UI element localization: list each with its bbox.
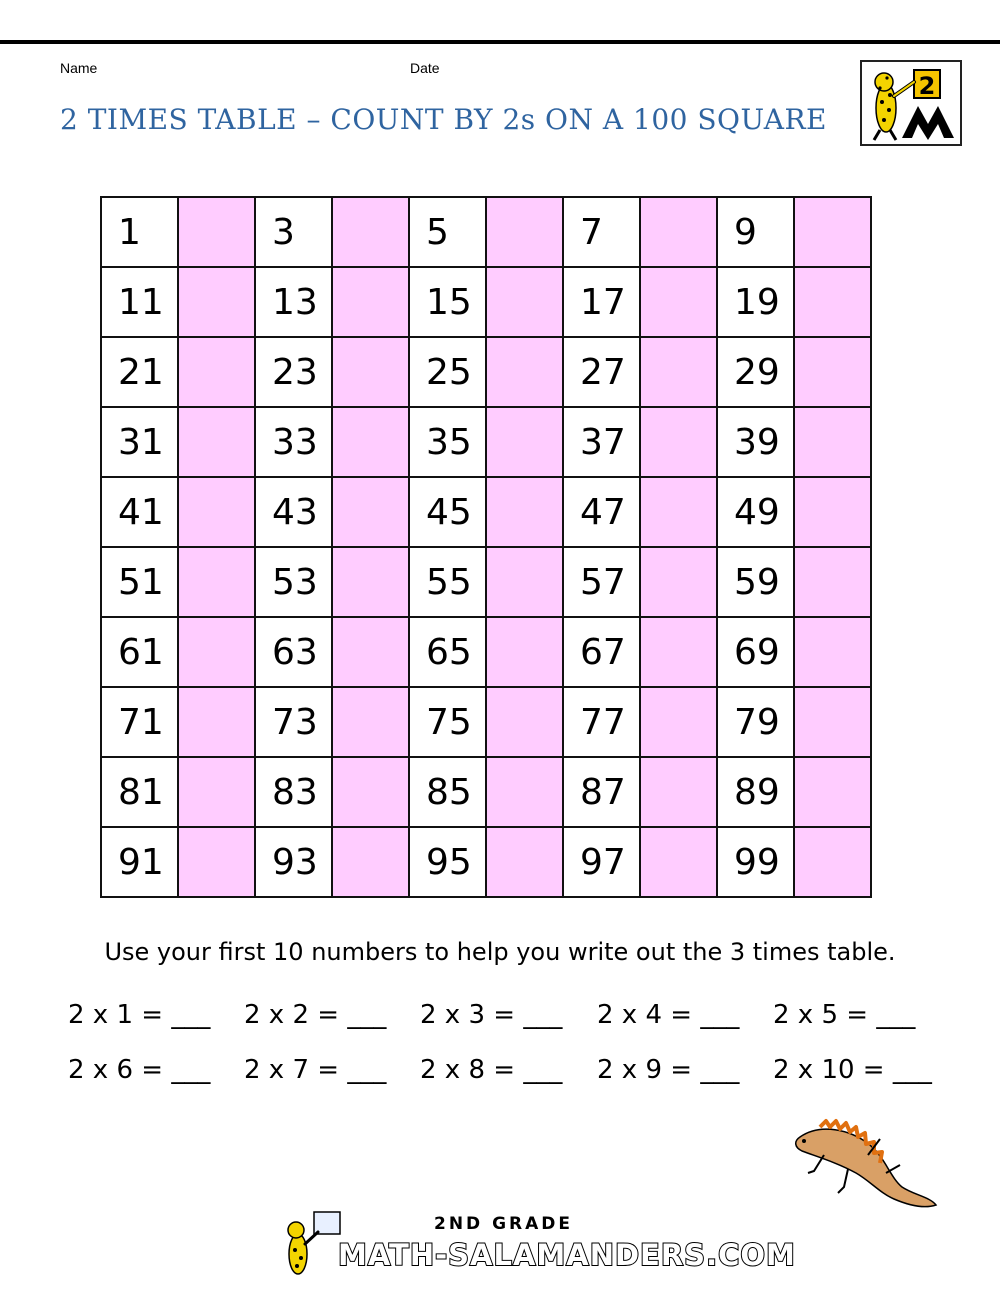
- grid-cell: 17: [563, 267, 640, 337]
- grid-row: [101, 757, 871, 827]
- instruction-text: Use your first 10 numbers to help you write out the 3 times table.: [104, 938, 896, 966]
- grid-cell: 23: [255, 337, 332, 407]
- grid-cell-shaded: [486, 687, 563, 757]
- grid-cell: 71: [101, 687, 178, 757]
- grid-cell: 91: [101, 827, 178, 897]
- grid-cell-shaded: [640, 267, 717, 337]
- grid-cell-shaded: [486, 617, 563, 687]
- grid-cell-shaded: [486, 407, 563, 477]
- grid-cell: 87: [563, 757, 640, 827]
- grid-cell-shaded: [640, 687, 717, 757]
- grid-cell-shaded: [178, 757, 255, 827]
- grid-cell: 65: [409, 617, 486, 687]
- grid-row: [101, 407, 871, 477]
- grid-cell-shaded: [178, 477, 255, 547]
- date-label: Date: [410, 60, 440, 76]
- salamander-teacher-icon: [862, 62, 960, 144]
- grid-cell: 57: [563, 547, 640, 617]
- grid-cell-shaded: [332, 547, 409, 617]
- grade-logo: [860, 60, 962, 146]
- grid-cell: 93: [255, 827, 332, 897]
- grid-cell: 95: [409, 827, 486, 897]
- grid-cell-shaded: [332, 337, 409, 407]
- grid-cell: 37: [563, 407, 640, 477]
- logo-digit: 2: [918, 72, 936, 100]
- grid-cell: 67: [563, 617, 640, 687]
- grid-cell: 11: [101, 267, 178, 337]
- newt-illustration-icon: [790, 1115, 940, 1215]
- page-title: 2 TIMES TABLE – COUNT BY 2s ON A 100 SQUARE: [60, 103, 827, 136]
- grid-cell-shaded: [332, 267, 409, 337]
- fact-item: 2 x 9 = ___: [597, 1055, 740, 1085]
- grid-row: [101, 477, 871, 547]
- grid-cell-shaded: [794, 477, 871, 547]
- grid-cell: 99: [717, 827, 794, 897]
- grid-cell-shaded: [640, 337, 717, 407]
- grid-cell-shaded: [794, 267, 871, 337]
- grid-cell: 33: [255, 407, 332, 477]
- facts-row-1: [0, 1000, 1000, 1040]
- grid-cell-shaded: [332, 197, 409, 267]
- grid-row: [101, 687, 871, 757]
- grid-cell-shaded: [640, 757, 717, 827]
- fact-item: 2 x 4 = ___: [597, 1000, 740, 1030]
- grid-cell: 9: [717, 197, 794, 267]
- grid-cell: 31: [101, 407, 178, 477]
- facts-row-2: [0, 1055, 1000, 1095]
- grid-cell: 29: [717, 337, 794, 407]
- fact-item: 2 x 5 = ___: [773, 1000, 916, 1030]
- grid-cell-shaded: [640, 547, 717, 617]
- grid-cell: 7: [563, 197, 640, 267]
- grid-cell: 81: [101, 757, 178, 827]
- grid-cell-shaded: [332, 757, 409, 827]
- grid-cell: 47: [563, 477, 640, 547]
- grid-cell: 73: [255, 687, 332, 757]
- grid-cell: 49: [717, 477, 794, 547]
- grid-cell-shaded: [178, 197, 255, 267]
- grid-cell: 53: [255, 547, 332, 617]
- grid-cell: 21: [101, 337, 178, 407]
- grid-cell-shaded: [794, 687, 871, 757]
- grid-row: [101, 617, 871, 687]
- grid-cell-shaded: [178, 407, 255, 477]
- fact-item: 2 x 10 = ___: [773, 1055, 932, 1085]
- grid-cell: 15: [409, 267, 486, 337]
- grid-cell: 63: [255, 617, 332, 687]
- grid-cell: 45: [409, 477, 486, 547]
- grid-cell: 79: [717, 687, 794, 757]
- fact-item: 2 x 8 = ___: [420, 1055, 563, 1085]
- grid-cell-shaded: [794, 547, 871, 617]
- grid-cell-shaded: [486, 267, 563, 337]
- fact-item: 2 x 7 = ___: [244, 1055, 387, 1085]
- grid-cell: 59: [717, 547, 794, 617]
- grid-cell-shaded: [486, 197, 563, 267]
- grid-cell: 83: [255, 757, 332, 827]
- grid-cell: 5: [409, 197, 486, 267]
- grid-cell-shaded: [640, 197, 717, 267]
- hundred-square: [100, 196, 872, 898]
- grid-cell: 97: [563, 827, 640, 897]
- grid-cell: 55: [409, 547, 486, 617]
- grid-cell-shaded: [794, 407, 871, 477]
- footer-site: MATH-SALAMANDERS.COM: [338, 1238, 796, 1272]
- grid-cell-shaded: [794, 197, 871, 267]
- grid-row: [101, 547, 871, 617]
- grid-cell-shaded: [794, 617, 871, 687]
- fact-item: 2 x 6 = ___: [68, 1055, 211, 1085]
- grid-cell: 43: [255, 477, 332, 547]
- grid-cell: 75: [409, 687, 486, 757]
- fact-item: 2 x 2 = ___: [244, 1000, 387, 1030]
- grid-cell: 69: [717, 617, 794, 687]
- footer-grade: 2ND GRADE: [434, 1214, 574, 1234]
- grid-cell-shaded: [332, 477, 409, 547]
- grid-cell: 25: [409, 337, 486, 407]
- fact-item: 2 x 3 = ___: [420, 1000, 563, 1030]
- grid-cell: 1: [101, 197, 178, 267]
- grid-cell-shaded: [178, 687, 255, 757]
- grid-cell-shaded: [794, 757, 871, 827]
- fact-item: 2 x 1 = ___: [68, 1000, 211, 1030]
- grid-cell-shaded: [640, 477, 717, 547]
- grid-row: [101, 827, 871, 897]
- grid-cell-shaded: [332, 687, 409, 757]
- grid-cell: 89: [717, 757, 794, 827]
- grid-row: [101, 267, 871, 337]
- grid-cell-shaded: [178, 337, 255, 407]
- grid-cell-shaded: [486, 547, 563, 617]
- grid-cell-shaded: [178, 547, 255, 617]
- grid-cell-shaded: [794, 827, 871, 897]
- grid-cell-shaded: [332, 617, 409, 687]
- grid-cell: 61: [101, 617, 178, 687]
- grid-cell: 77: [563, 687, 640, 757]
- grid-cell-shaded: [486, 337, 563, 407]
- grid-cell: 85: [409, 757, 486, 827]
- grid-cell: 13: [255, 267, 332, 337]
- top-rule: [0, 40, 1000, 44]
- grid-row: [101, 337, 871, 407]
- grid-cell-shaded: [486, 827, 563, 897]
- grid-cell: 3: [255, 197, 332, 267]
- grid-cell: 41: [101, 477, 178, 547]
- grid-cell-shaded: [332, 407, 409, 477]
- grid-cell-shaded: [486, 477, 563, 547]
- grid-cell: 27: [563, 337, 640, 407]
- grid-cell: 19: [717, 267, 794, 337]
- grid-row: [101, 197, 871, 267]
- grid-cell-shaded: [486, 757, 563, 827]
- grid-cell-shaded: [178, 267, 255, 337]
- grid-cell-shaded: [178, 617, 255, 687]
- grid-cell-shaded: [794, 337, 871, 407]
- name-label: Name: [60, 60, 98, 76]
- grid-cell-shaded: [178, 827, 255, 897]
- grid-cell-shaded: [640, 407, 717, 477]
- grid-cell-shaded: [640, 827, 717, 897]
- grid-cell-shaded: [640, 617, 717, 687]
- grid-cell: 51: [101, 547, 178, 617]
- grid-cell: 35: [409, 407, 486, 477]
- grid-cell: 39: [717, 407, 794, 477]
- grid-cell-shaded: [332, 827, 409, 897]
